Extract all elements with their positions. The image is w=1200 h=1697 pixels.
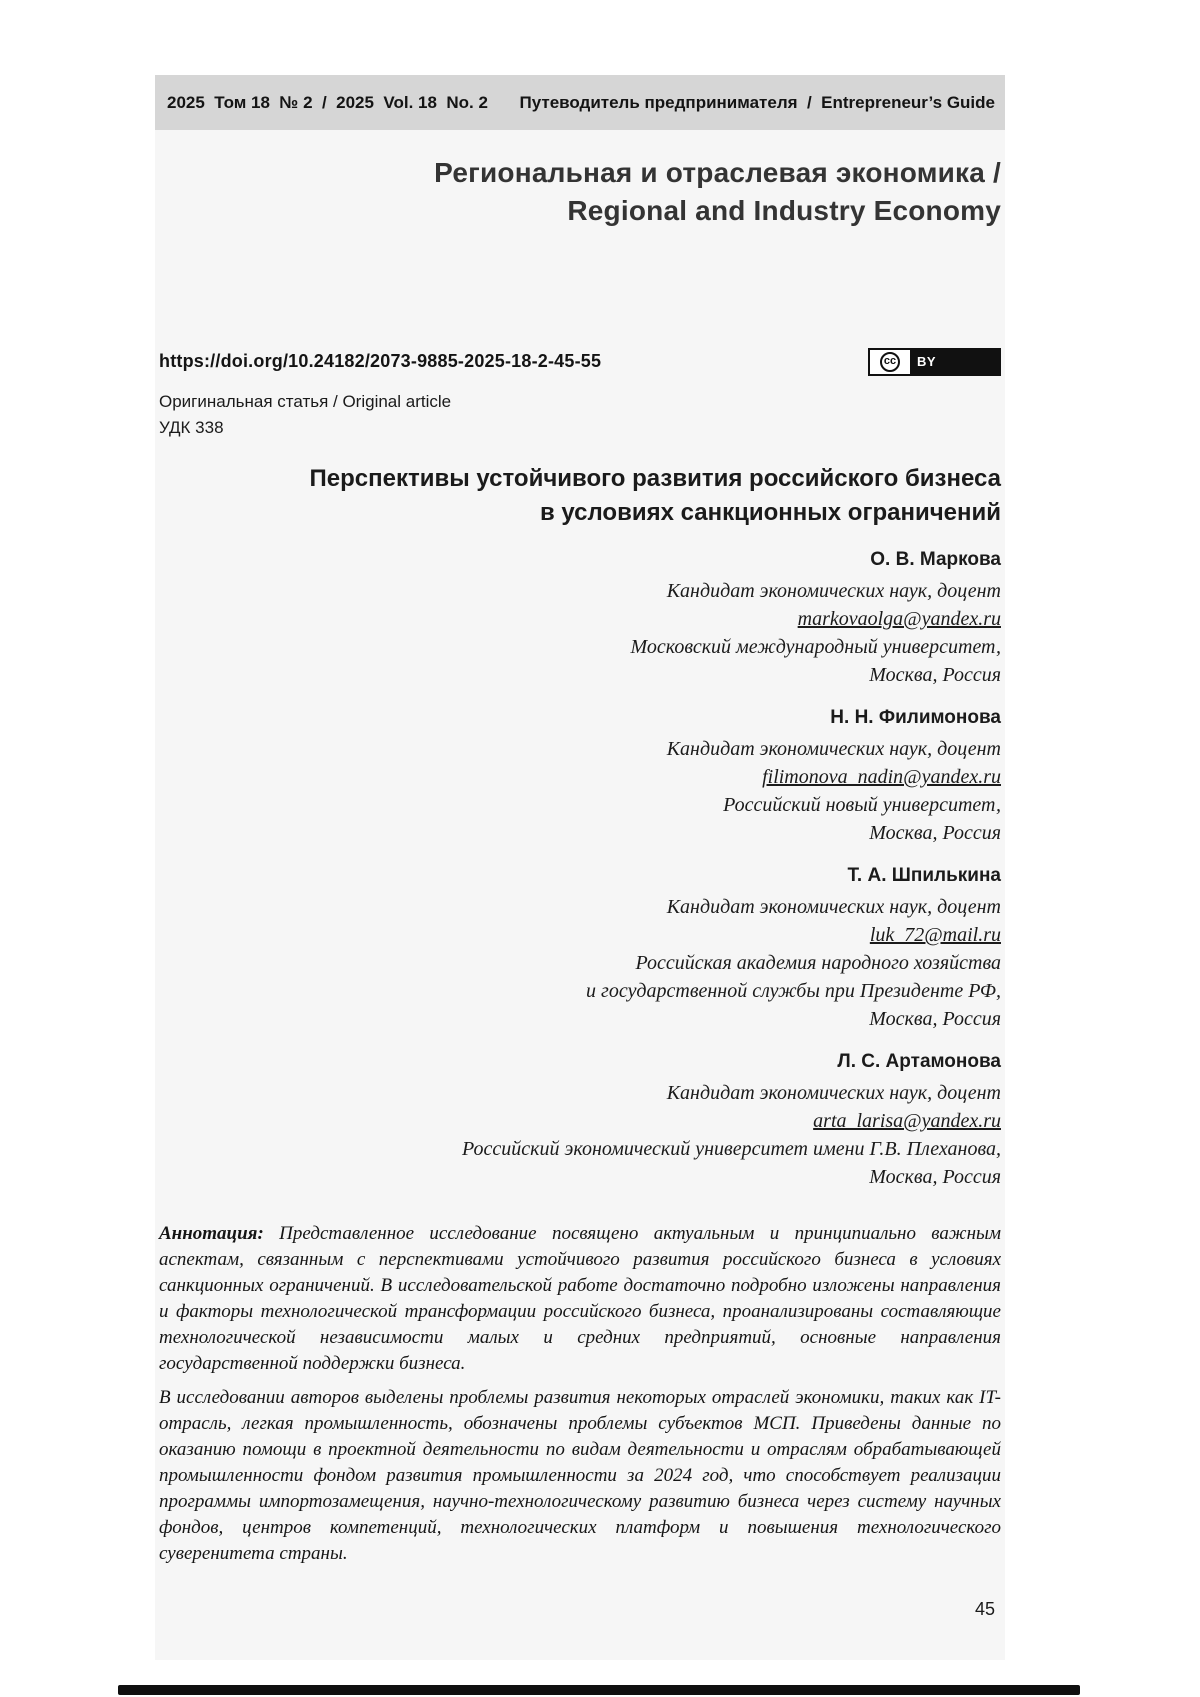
abstract-paragraph-2: В исследовании авторов выделены проблемы развития некоторых отраслей экономики, таких как IT-отрасль, легкая промышленность, обозначены проблемы субъектов МСП. Приведены данные по оказанию помощи в проектной деятельности по видам деятельности и отраслям обрабатывающей промышленности фондом развития промышленности за 2024 год, что способствует реализации программы импортозамещения, научно-технологическому развитию бизнеса через систему научных фондов, центров компетенций, технологических платформ и повышения технологического суверенитета страны. [159,1387,1001,1565]
author-email [159,763,1001,791]
doi-link[interactable]: https://doi.org/10.24182/2073-9885-2025-18-2-45-55 [159,351,602,372]
author-degree: Кандидат экономических наук, доцент [666,738,1001,761]
author-email-link[interactable]: markovaolga@yandex.ru [797,608,1001,631]
cc-icon: cc [870,350,910,374]
author-affiliation-line: Российский экономический университет имени Г.В. Плеханова, [462,1138,1001,1161]
author-email-link[interactable]: luk_72@mail.ru [869,924,1001,947]
author-email-link[interactable]: arta_larisa@yandex.ru [813,1110,1001,1133]
cc-by-license-badge[interactable] [868,348,1001,376]
article-type: Оригинальная статья / Original article [159,391,452,411]
author-affiliation-line: Московский международный университет, [630,636,1001,659]
author-block [159,1051,1001,1191]
author-block [159,549,1001,689]
issue-info: 2025 Том 18 № 2 / 2025 Vol. 18 No. 2 [167,92,488,112]
author-block [159,707,1001,847]
article-title-line1: Перспективы устойчивого развития российского бизнеса [309,464,1001,492]
cc-by-label: BY [917,354,937,370]
abstract [159,1221,1001,1567]
abstract-label: Аннотация: [159,1223,264,1245]
author-affiliation-line: Москва, Россия [869,1008,1001,1031]
author-name: Л. С. Артамонова [837,1051,1001,1073]
abstract-paragraph-1 [159,1221,1001,1377]
author-affiliation-line: Москва, Россия [869,1166,1001,1189]
abstract-text-1: Представленное исследование посвящено актуальным и принципиально важным аспектам, связанным с перспективами устойчивого развития российского бизнеса в условиях санкционных ограничений. В исследовательской работе достаточно подробно изложены направления и факторы технологической трансформации российского бизнеса, проанализированы составляющие технологической независимости малых и средних предприятий, основные направления государственной поддержки бизнеса. [159,1223,1002,1375]
author-affiliation-line: и государственной службы при Президенте РФ, [586,980,1001,1003]
author-affiliation-line: Российская академия народного хозяйства [635,952,1001,975]
author-name: Н. Н. Филимонова [830,707,1001,729]
journal-name: Путеводитель предпринимателя / Entrepreneur’s Guide [519,92,995,112]
author-name: О. В. Маркова [870,549,1001,571]
section-title-ru: Региональная и отраслевая экономика / [434,157,1001,188]
section-title-en: Regional and Industry Economy [567,194,1001,226]
author-block [159,865,1001,1033]
scan-edge [118,1685,1080,1695]
author-email [159,921,1001,949]
author-name: Т. А. Шпилькина [847,865,1001,887]
author-affiliation-line: Москва, Россия [869,822,1001,845]
author-affiliation-line: Москва, Россия [869,664,1001,687]
author-email [159,1107,1001,1135]
author-degree: Кандидат экономических наук, доцент [666,1082,1001,1105]
author-affiliation-line: Российский новый университет, [723,794,1001,817]
journal-page [155,75,1005,1660]
page-number: 45 [974,1599,995,1619]
journal-header-bar [155,75,1005,130]
authors-list [159,549,1001,1191]
author-email-link[interactable]: filimonova_nadin@yandex.ru [762,766,1001,789]
author-degree: Кандидат экономических наук, доцент [666,580,1001,603]
author-degree: Кандидат экономических наук, доцент [666,896,1001,919]
article-title [159,462,1001,532]
doi-row [159,348,1001,376]
article-title-line2: в условиях санкционных ограничений [539,499,1001,527]
udk-code: УДК 338 [159,417,224,437]
author-email [159,605,1001,633]
section-title [159,154,1001,230]
